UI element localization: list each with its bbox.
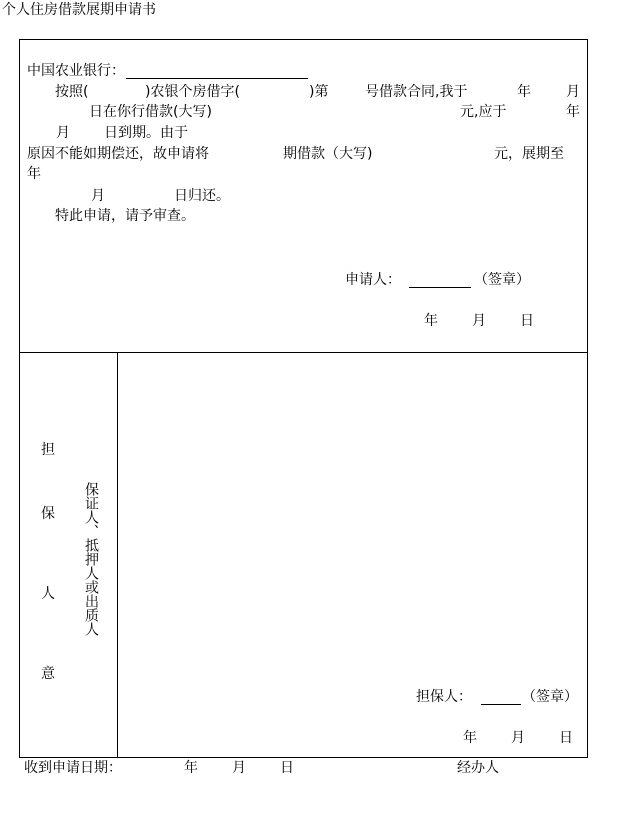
guarantor-signature-field[interactable] — [481, 704, 521, 705]
line4-part1: 原因不能如期偿还，故申请将 — [27, 146, 209, 162]
applicant-date-day: 日 — [520, 313, 534, 329]
closing-statement: 特此申请，请予审查。 — [55, 208, 195, 224]
guarantor-sign-label: 担保人： — [416, 689, 472, 705]
applicant-label: 申请人： — [345, 272, 401, 288]
guarantor-label-char-4: 意 — [41, 666, 55, 682]
received-date-month: 月 — [232, 760, 246, 776]
guarantor-date-year: 年 — [463, 730, 477, 746]
section-divider — [19, 352, 588, 353]
line4-part2: 期借款（大写) — [283, 146, 373, 162]
line2-part1: 日在你行借款(大写) — [89, 104, 212, 120]
guarantor-type-label: 保证人、抵押人或出质人 — [83, 482, 99, 636]
line1-year: 年 — [517, 84, 531, 100]
line3-part2: 日到期。由于 — [104, 125, 188, 141]
guarantor-label-char-3: 人 — [41, 586, 55, 602]
line4-part3: 元，展期至 — [494, 146, 564, 162]
handler-label: 经办人 — [457, 760, 499, 776]
guarantor-date-day: 日 — [559, 730, 573, 746]
received-date-label: 收到申请日期： — [24, 760, 122, 776]
line1-month: 月 — [566, 84, 580, 100]
applicant-date-month: 月 — [472, 313, 486, 329]
line1-part1: 按照( — [55, 84, 89, 100]
received-date-day: 日 — [280, 760, 294, 776]
guarantor-label-char-1: 担 — [41, 442, 55, 458]
addressee-label: 中国农业银行： — [27, 63, 125, 79]
applicant-date-year: 年 — [424, 313, 438, 329]
line3-month: 月 — [56, 125, 70, 141]
guarantor-label-char-2: 保 — [41, 506, 55, 522]
line6-part2: 日归还。 — [174, 188, 230, 204]
line1-part4: 号借款合同,我于 — [365, 84, 468, 100]
line2-part2: 元,应于 — [460, 104, 507, 120]
line1-part2: )农银个房借字( — [145, 84, 240, 100]
document-title: 个人住房借款展期申请书 — [2, 2, 156, 18]
applicant-seal: （签章） — [474, 272, 530, 288]
addressee-field[interactable] — [126, 78, 308, 79]
guarantor-date-month: 月 — [511, 730, 525, 746]
line2-year: 年 — [566, 104, 580, 120]
line1-part3: )第 — [309, 84, 329, 100]
received-date-year: 年 — [184, 760, 198, 776]
guarantor-seal: （签章） — [522, 689, 578, 705]
line5-year: 年 — [27, 166, 41, 182]
column-divider — [117, 352, 118, 758]
line6-month: 月 — [91, 188, 105, 204]
applicant-signature-field[interactable] — [409, 287, 471, 288]
